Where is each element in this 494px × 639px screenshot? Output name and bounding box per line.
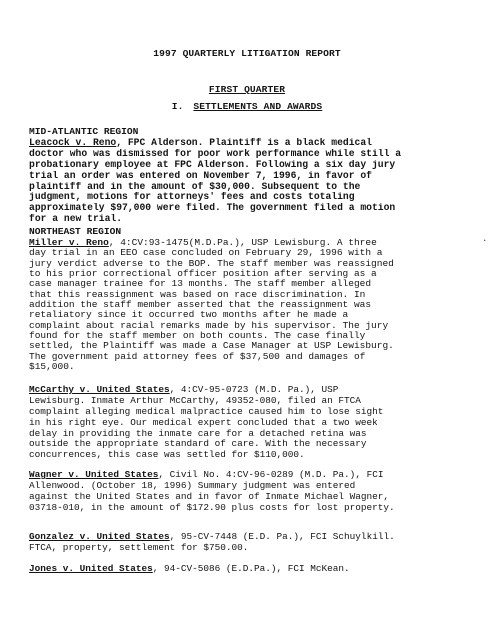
case-wagner: Wagner v. United States, Civil No. 4:CV-96-0289 (M.D. Pa.), FCI Allenwood. (October 18, 1996) Summary judgment was entered against the United States and in favor of Inmate Michael Wagner, 03718-010, in the amount of $172.90 plus costs for lost property.	[29, 470, 395, 513]
report-title: 1997 QUARTERLY LITIGATION REPORT	[153, 48, 341, 59]
case-miller: Miller v. Reno, 4:CV:93-1475(M.D.Pa.), USP Lewisburg. A three day trial in an EEO case concluded on February 29, 1996 with a jury verdict adverse to the BOP. The staff member was reassigned to his prior correctional officer position after serving as a case manager trainee for 13 months. The staff member alleged that this reassignment was based on race discrimination. In addition the staff member asserted that the reassignment was retaliatory since it occurred two months after he made a complaint about racial remarks made by his supervisor. The jury found for the staff member on both counts. The case finally settled, the Plaintiff was made a Case Manager at USP Lewisburg. The government paid attorney fees of $37,500 and damages of $15,000.	[29, 238, 394, 373]
margin-mark: ·	[482, 236, 488, 246]
region-heading-mid-atlantic: MID-ATLANTIC REGION	[29, 126, 139, 137]
section-number: I.	[171, 101, 184, 112]
region-heading-northeast: NORTHEAST REGION	[29, 226, 122, 237]
case-name-leacock: Leacock v. Reno	[29, 138, 117, 148]
case-name-gonzalez: Gonzalez v. United States	[29, 532, 170, 542]
quarter-heading: FIRST QUARTER	[208, 84, 286, 95]
case-jones: Jones v. United States, 94-CV-5086 (E.D.Pa.), FCI McKean.	[29, 564, 350, 574]
section-title: SETTLEMENTS AND AWARDS	[193, 101, 323, 112]
case-mccarthy: McCarthy v. United States, 4:CV-95-0723 (M.D. Pa.), USP Lewisburg. Inmate Arthur McCarthy, 49352-080, filed an FTCA complaint alleging medical malpractice caused him to lose sight in his right eye. Our medical expert concluded that a two week delay in providing the inmate care for a detached retina was outside the appropriate standard of care. With the necessary concurrences, this case was settled for $110,000.	[29, 385, 384, 461]
case-name-mccarthy: McCarthy v. United States	[29, 385, 170, 395]
case-leacock: Leacock v. Reno, FPC Alderson. Plaintiff is a black medical doctor who was dismissed for poor work performance while still a probationary employee at FPC Alderson. Following a six day jury trial an order was entered on November 7, 1996, in favor of plaintiff and in the amount of $30,000. Subsequent to the judgment, motions for attorneys' fees and costs totaling approximately $97,000 were filed. The government filed a motion for a new trial.	[29, 138, 402, 225]
case-name-wagner: Wagner v. United States	[29, 470, 159, 480]
case-name-miller: Miller v. Reno	[29, 238, 109, 248]
case-name-jones: Jones v. United States	[29, 564, 153, 574]
case-gonzalez: Gonzalez v. United States, 95-CV-7448 (E.D. Pa.), FCI Schuylkill. FTCA, property, settlement for $750.00.	[29, 532, 395, 553]
